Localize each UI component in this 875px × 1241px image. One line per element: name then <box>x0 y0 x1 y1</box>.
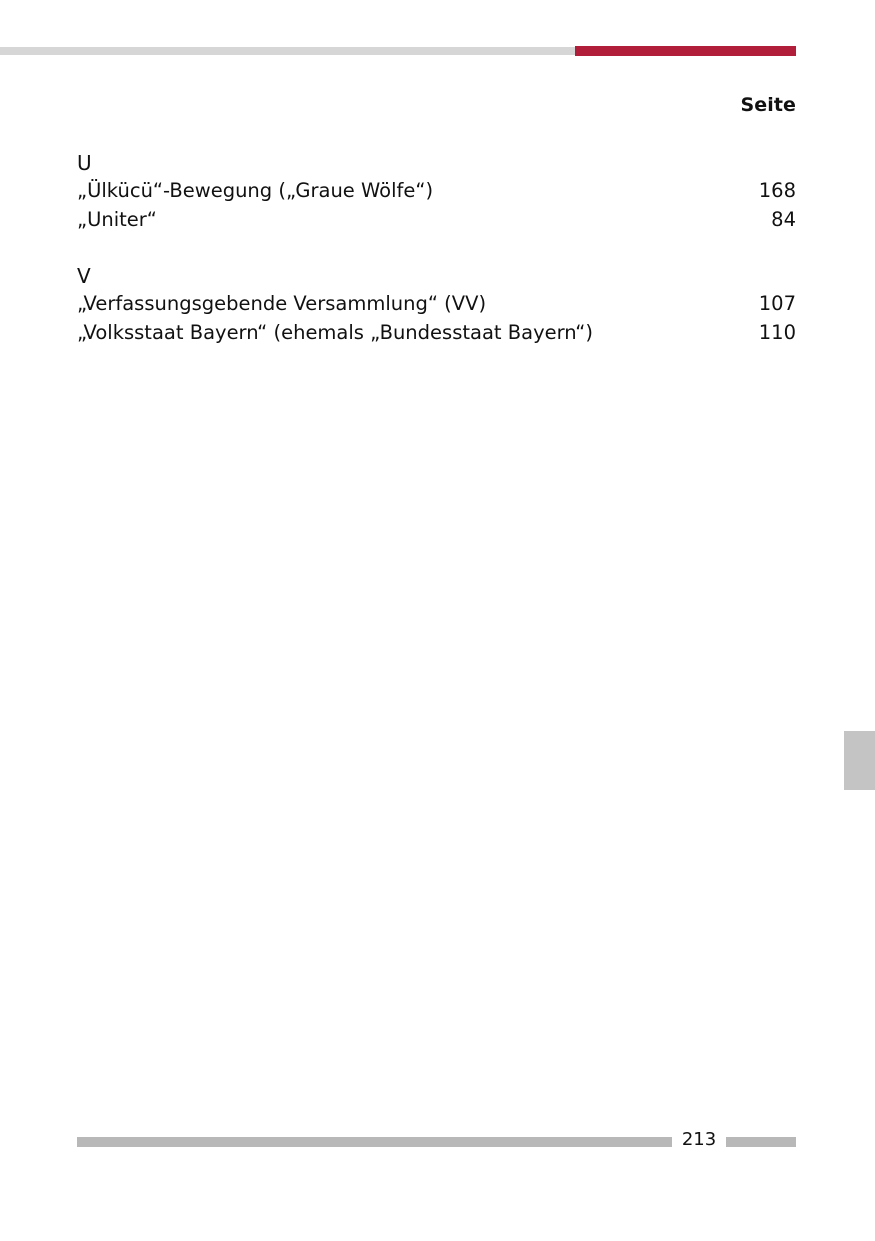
index-term: „Uniter“ <box>77 207 157 231</box>
index-term: „Ülkücü“-Bewegung („Graue Wölfe“) <box>77 179 434 202</box>
chapter-tab-marker <box>844 731 875 790</box>
index-page-number: 168 <box>758 179 796 202</box>
index-group-v <box>77 262 796 347</box>
footer-rule-right <box>726 1137 796 1147</box>
index-page-number: 84 <box>771 207 796 231</box>
index-term: „Verfassungsgebende Versammlung“ (VV) <box>77 292 487 315</box>
index-term: „Volksstaat Bayern“ (ehemals „Bundesstaat Bayern“) <box>77 320 593 344</box>
index-page-number: 107 <box>758 292 796 315</box>
index-entry <box>77 319 796 348</box>
header-rule <box>0 47 575 55</box>
index-letter: V <box>77 264 91 288</box>
index-list <box>77 149 796 375</box>
page-column-header: Seite <box>740 94 796 116</box>
index-entry <box>77 290 796 319</box>
header-accent-rule <box>575 46 796 56</box>
index-entry <box>77 177 796 206</box>
index-page-number: 110 <box>758 320 796 344</box>
page-number: 213 <box>681 1129 717 1150</box>
index-entry <box>77 206 796 235</box>
index-letter: U <box>77 151 92 175</box>
index-group-u <box>77 149 796 234</box>
footer-rule-left <box>77 1137 672 1147</box>
